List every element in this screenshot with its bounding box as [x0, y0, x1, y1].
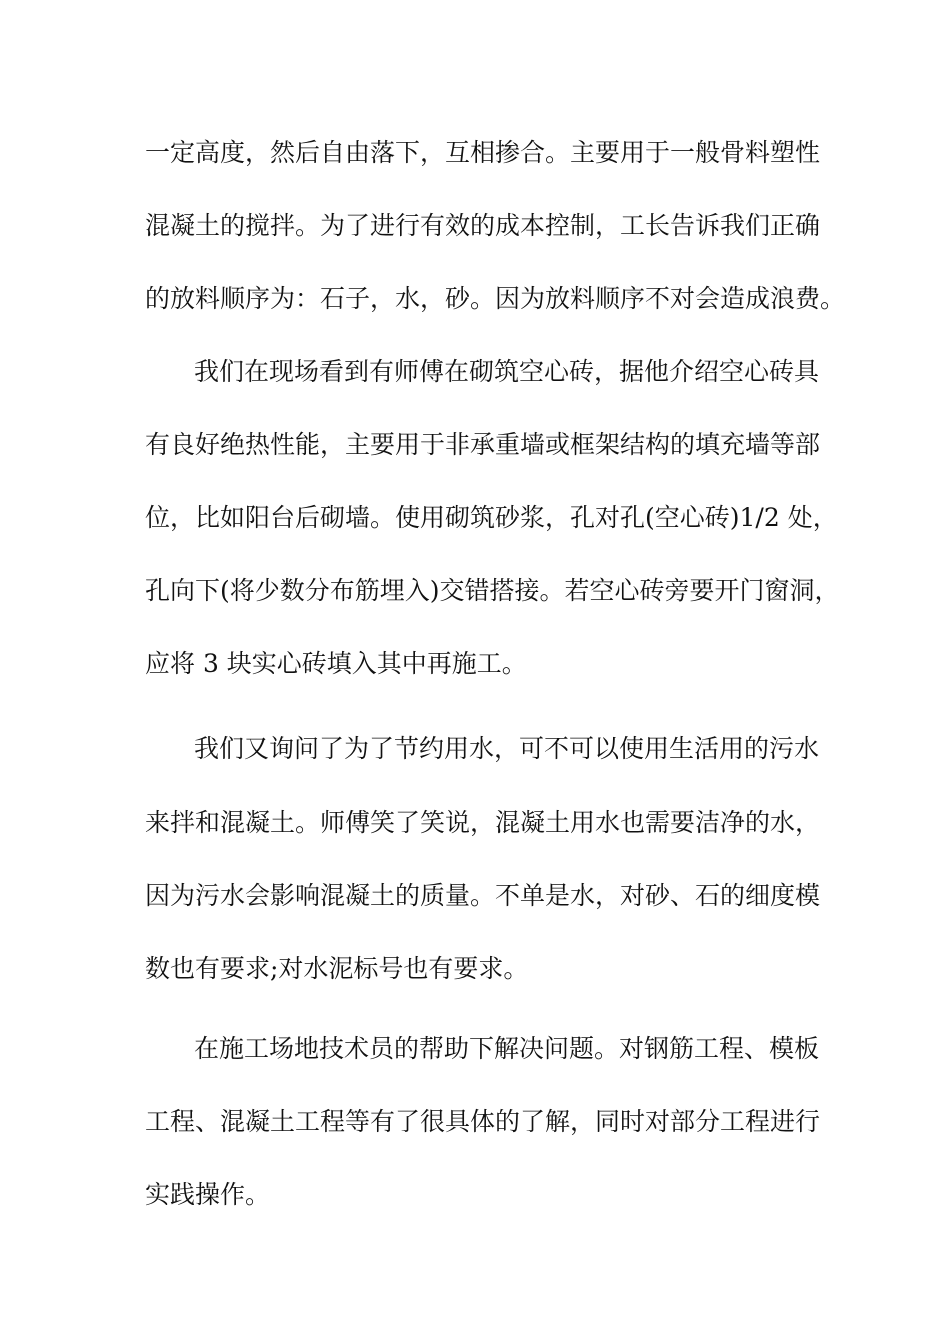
paragraph-1-line-2: 混凝土的搅拌。为了进行有效的成本控制，工长告诉我们正确: [145, 211, 821, 240]
paragraph-4-line-2: 工程、混凝土工程等有了很具体的了解，同时对部分工程进行: [145, 1107, 821, 1136]
paragraph-2-line-4: 孔向下(将少数分布筋埋入)交错搭接。若空心砖旁要开门窗洞，: [145, 576, 840, 605]
paragraph-3-line-4: 数也有要求;对水泥标号也有要求。: [145, 954, 529, 983]
paragraph-2-line-2: 有良好绝热性能，主要用于非承重墙或框架结构的填充墙等部: [145, 430, 821, 459]
paragraph-3-line-2: 来拌和混凝土。师傅笑了笑说，混凝土用水也需要洁净的水，: [145, 808, 821, 837]
paragraph-2-line-3: 位，比如阳台后砌墙。使用砌筑砂浆，孔对孔(空心砖)1/2 处，: [145, 503, 838, 532]
paragraph-2-line-5: 应将 3 块实心砖填入其中再施工。: [145, 649, 527, 678]
paragraph-2-line-1: 我们在现场看到有师傅在砌筑空心砖，据他介绍空心砖具: [194, 357, 820, 386]
paragraph-1-line-3: 的放料顺序为：石子，水，砂。因为放料顺序不对会造成浪费。: [145, 284, 846, 313]
paragraph-3-line-1: 我们又询问了为了节约用水，可不可以使用生活用的污水: [194, 734, 820, 763]
paragraph-4-line-1: 在施工场地技术员的帮助下解决问题。对钢筋工程、模板: [194, 1034, 820, 1063]
paragraph-3-line-3: 因为污水会影响混凝土的质量。不单是水，对砂、石的细度模: [145, 881, 821, 910]
paragraph-4-line-3: 实践操作。: [145, 1180, 271, 1209]
paragraph-1-line-1: 一定高度，然后自由落下，互相掺合。主要用于一般骨料塑性: [145, 138, 821, 167]
